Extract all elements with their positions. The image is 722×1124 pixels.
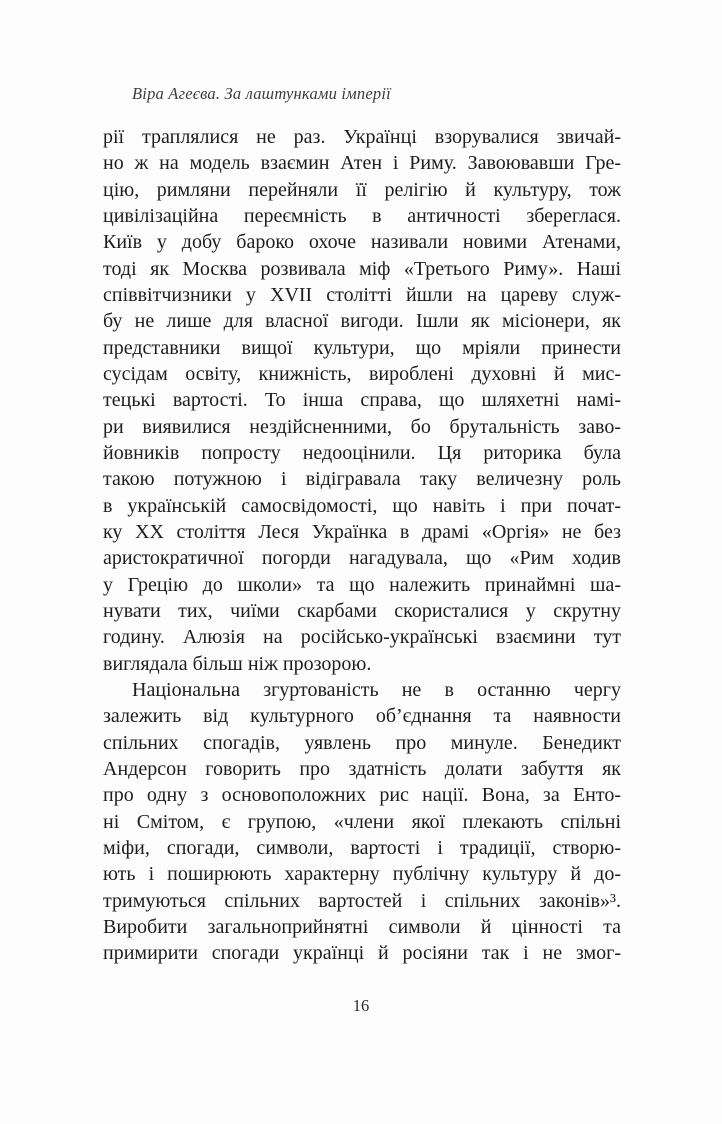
text-line: йовників попросту недооцінили. Ця риторика була bbox=[103, 441, 621, 464]
text-line: годину. Алюзія на російсько-українські взаємини тут bbox=[103, 626, 621, 649]
text-line: бу не лише для власної вигоди. Ішли як місіонери, як bbox=[103, 310, 621, 333]
text-line: представники вищої культури, що мріяли принести bbox=[103, 336, 621, 359]
page-number: 16 bbox=[352, 996, 370, 1015]
text-line: тримуються спільних вартостей і спільних законів»³. bbox=[103, 889, 621, 912]
text-line: про одну з основоположних рис нації. Вона, за Енто- bbox=[103, 784, 621, 807]
text-line: сусідам освіту, книжність, вироблені духовні й мис- bbox=[103, 362, 621, 385]
text-line: спільних спогадів, уявлень про минуле. Бенедикт bbox=[103, 731, 621, 754]
text-line: рії траплялися не раз. Українці взорувалися звичай- bbox=[103, 126, 621, 148]
text-line: нувати тих, чиїми скарбами скористалися у скрутну bbox=[103, 599, 621, 622]
text-line: Київ у добу бароко охоче називали новими Атенами, bbox=[103, 231, 621, 254]
text-line: Національна згуртованість не в останню чергу bbox=[132, 678, 621, 701]
text-line: тоді як Москва розвивала міф «Третього Риму». Наші bbox=[103, 257, 621, 280]
body-text bbox=[103, 124, 621, 967]
text-line: ють і поширюють характерну публічну культуру й до- bbox=[103, 863, 621, 886]
text-line: цію, римляни перейняли її релігію й культуру, тож bbox=[103, 178, 621, 201]
text-line: цивілізаційна переємність в античності збереглася. bbox=[103, 204, 621, 227]
text-line: такою потужною і відігравала таку величезну роль bbox=[103, 468, 621, 491]
text-line: ку XX століття Леся Українка в драмі «Оргія» не без bbox=[103, 520, 621, 543]
text-line: но ж на модель взаємин Атен і Риму. Завоювавши Гре- bbox=[103, 152, 621, 175]
text-line: тецькі вартості. То інша справа, що шляхетні намі- bbox=[103, 389, 621, 412]
text-line: аристократичної погорди нагадувала, що «Рим ходив bbox=[103, 547, 621, 570]
text-line: міфи, спогади, символи, вартості і традиції, створю- bbox=[103, 836, 621, 859]
text-line: в українській самосвідомості, що навіть і при почат- bbox=[103, 494, 621, 517]
text-line: Андерсон говорить про здатність долати забуття як bbox=[103, 757, 621, 780]
text-line: виглядала більш ніж прозорою. bbox=[103, 652, 372, 675]
text-line: Виробити загальноприйнятні символи й цінності та bbox=[103, 915, 621, 938]
text-line: примирити спогади українці й росіяни так і не змог- bbox=[103, 942, 621, 965]
text-line: співвітчизники у XVII столітті йшли на цареву служ- bbox=[103, 283, 621, 306]
text-line: у Грецію до школи» та що належить принаймні ша- bbox=[103, 573, 621, 596]
running-header: Віра Агеєва. За лаштунками імперії bbox=[132, 84, 391, 103]
text-line: ні Смітом, є групою, «члени якої плекають спільні bbox=[103, 810, 621, 833]
text-line: ри виявилися нездійсненними, бо брутальність заво- bbox=[103, 415, 621, 438]
text-line: залежить від культурного об’єднання та наявности bbox=[103, 705, 621, 728]
